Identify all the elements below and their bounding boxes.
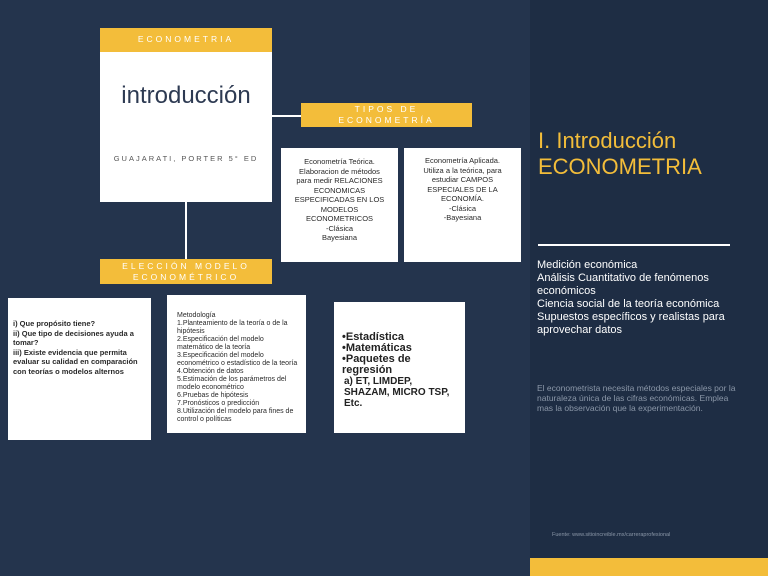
pregunta-item: iii) Existe evidencia que permita evaluar su calidad en comparación con teorías o modelos alternos [13, 347, 138, 376]
gold-strip [530, 558, 768, 576]
aplicada-line: estudiar CAMPOS [431, 175, 494, 184]
teorica-line: Econometría Teórica. [304, 157, 375, 166]
aplicada-line: ESPECIALES DE LA [427, 184, 498, 194]
metodologia-line: 8.Utilización del modelo para fines de control o políticas [177, 408, 294, 423]
intro-title: introducción [121, 82, 251, 109]
teorica-line: ECONOMICAS [313, 185, 366, 195]
subtopics-list [537, 259, 763, 337]
aplicada-line: -Bayesiana [443, 213, 482, 222]
teorica-line: ESPECIFICADAS EN LOS [294, 195, 385, 204]
tipos-header-line1: TIPOS DE [354, 104, 419, 114]
herramienta-item: •Estadística [342, 331, 404, 343]
aplicada-card [404, 148, 521, 262]
herramienta-item: •Matemáticas [342, 342, 412, 354]
metodologia-line: 7.Pronósticos o predicción [177, 400, 260, 407]
metodologia-line: 2.Especificación del modelo matemático de la teoría [177, 336, 264, 351]
subtopic-item: Análisis Cuantitativo de fenómenos económicos [537, 272, 709, 297]
aplicada-line: Econometría Aplicada. [424, 156, 501, 165]
right-title [538, 128, 763, 180]
teorica-line: MODELOS [320, 204, 359, 214]
tipos-header-line2: ECONOMETRÍA [338, 115, 435, 125]
teorica-line: -Clásica [325, 223, 354, 233]
metodologia-line: 5.Estimación de los parámetros del modelo econométrico [177, 376, 287, 391]
teorica-line: Bayesiana [321, 233, 358, 242]
eleccion-header-line2: ECONOMÉTRICO [132, 272, 240, 282]
right-title-line1: I. Introducción [538, 128, 677, 153]
teorica-line: ECONOMETRICOS [305, 214, 374, 223]
teorica-line: para medir RELACIONES [296, 176, 383, 185]
metodologia-line: 1.Planteamiento de la teoría o de la hipótesis [177, 320, 288, 335]
teorica-card [281, 148, 398, 262]
intro-card [100, 52, 272, 202]
subtopic-item: Ciencia social de la teoría económica [537, 298, 720, 310]
preguntas-card [8, 298, 151, 440]
software-list: a) ET, LIMDEP, SHAZAM, MICRO TSP, Etc. [344, 376, 450, 409]
teorica-line: Elaboracion de métodos [299, 166, 380, 176]
metodologia-line: Metodología [177, 312, 216, 319]
econometria-header-text: ECONOMETRIA [137, 34, 235, 44]
tipos-header [301, 103, 472, 127]
source-text: Fuente: www.sitioincreible.mx/carreraprofesional [552, 532, 671, 538]
pregunta-item: i) Que propósito tiene? [13, 319, 96, 328]
aplicada-line: Utiliza a la teórica, para [423, 165, 502, 175]
metodologia-line: 4.Obtención de datos [177, 368, 244, 375]
intro-author: GUAJARATI, PORTER 5° ED [113, 154, 259, 163]
subtopic-item: Medición económica [537, 259, 638, 271]
connector-line-vertical [185, 200, 187, 260]
connector-line-horizontal [271, 115, 303, 117]
subtopic-item: Supuestos específicos y realistas para aprovechar datos [537, 311, 725, 336]
note-text: El econometrista necesita métodos especiales por la naturaleza única de las cifras económicas. Emplea mas la observación que la experimentación. [537, 383, 736, 413]
right-title-line2: ECONOMETRIA [538, 154, 702, 179]
eleccion-header [100, 259, 272, 284]
aplicada-line: ECONOMÍA. [441, 194, 484, 203]
herramientas-card [334, 302, 465, 433]
econometria-header [100, 28, 272, 52]
aplicada-line: -Clásica [448, 203, 477, 213]
metodologia-line: 3.Especificación del modelo econométrico o estadístico de la teoría [177, 352, 298, 367]
eleccion-header-line1: ELECCIÓN MODELO [122, 261, 250, 271]
metodologia-card [167, 295, 306, 433]
divider [538, 244, 730, 246]
pregunta-item: ii) Que tipo de decisiones ayuda a tomar? [13, 328, 134, 347]
herramienta-item: •Paquetes de regresión [342, 353, 411, 376]
metodologia-line: 6.Pruebas de hipótesis [177, 392, 249, 399]
